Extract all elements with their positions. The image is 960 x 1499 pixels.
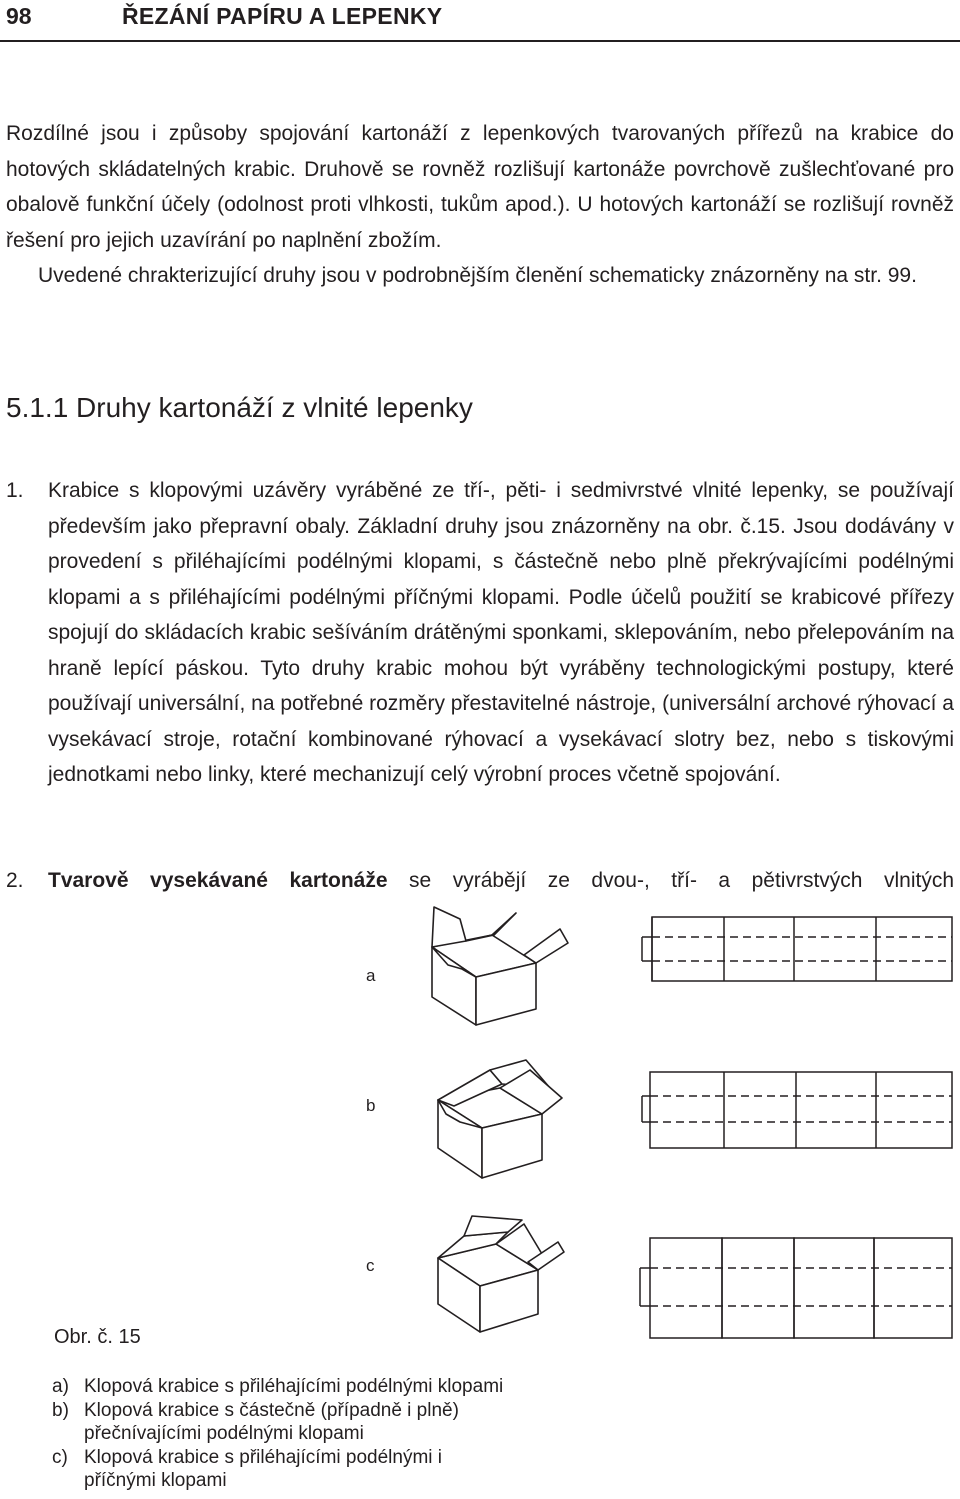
caption-key: b) bbox=[52, 1399, 69, 1421]
caption-key: c) bbox=[52, 1446, 68, 1468]
intro-paragraph-2: Uvedené chrakterizující druhy jsou v podrobnějším členění schematicky znázorněny na str. 99. bbox=[38, 264, 917, 287]
box-illustration-a bbox=[420, 905, 570, 1025]
box-illustration-c bbox=[424, 1214, 574, 1334]
section-title: 5.1.1 Druhy kartonáží z vlnité lepenky bbox=[6, 392, 473, 423]
figure-label-c: c bbox=[366, 1256, 375, 1275]
item-text bbox=[48, 863, 954, 899]
intro-paragraph-1: Rozdílné jsou i způsoby spojování kartonáží z lepenkových tvarovaných přířezů na krabice do hotových skládatelných krabic. Druhově se rovněž rozlišují kartonáže povrchově zušlechťované pro obalově funkční účely (odolnost proti vlhkosti, tukům apod.). U hotových kartonáží se rozlišují rovněž řešení pro jejich uzavírání po naplnění zbožím. bbox=[6, 122, 954, 252]
chapter-title: ŘEZÁNÍ PAPÍRU A LEPENKY bbox=[122, 3, 443, 29]
flat-blank-c bbox=[638, 1236, 956, 1340]
item-number: 1. bbox=[6, 479, 24, 502]
caption-text: Klopová krabice s přiléhajícími podélnými klopami bbox=[84, 1376, 504, 1397]
figure-label-a: a bbox=[366, 966, 376, 985]
caption-text: Klopová krabice s částečně (případně i plně) přečnívajícími podélnými klopami bbox=[84, 1399, 459, 1444]
box-illustration-b bbox=[430, 1058, 580, 1178]
intro-text bbox=[6, 116, 954, 294]
item-text-continuation: se vyrábějí ze dvou-, tří- a pětivrstvých vlnitých bbox=[387, 869, 954, 892]
item-bold-term: Tvarově vysekávané kartonáže bbox=[48, 869, 388, 892]
flat-blank-a bbox=[640, 915, 954, 983]
caption-key: a) bbox=[52, 1376, 69, 1397]
flat-blank-b bbox=[640, 1070, 954, 1150]
item-text: Krabice s klopovými uzávěry vyráběné ze tří-, pěti- i sedmivrstvé vlnité lepenky, se používají především jako přepravní obaly. Základní druhy jsou znázorněny na obr. č.15. Jsou dodávány v provedení s přiléhajícími podélnými klopami, s částečně nebo plně překrývajícími podélnými klopami a s přiléhajícími podélnými příčnými klopami. Podle účelů použití se krabicové přířezy spojují do skládacích krabic sešíváním drátěnými sponkami, sklepováním, nebo přelepováním na hraně lepící páskou. Tyto druhy krabic mohou být vyráběny technologickými postupy, které používají universální, na potřebné rozměry přestavitelné nástroje, (universální archové rýhovací a vysekávací stroje, rotační kombinované rýhovací a vysekávací slotry bez, nebo s tiskovými jednotkami nebo linky, které mechanizují celý výrobní proces včetně spojování. bbox=[48, 479, 954, 786]
figure-number: Obr. č. 15 bbox=[54, 1326, 141, 1348]
caption-text: Klopová krabice s přiléhajícími podélnými i příčnými klopami bbox=[84, 1446, 442, 1491]
caption-item bbox=[52, 1399, 612, 1446]
caption-item bbox=[52, 1375, 612, 1399]
figure-label-b: b bbox=[366, 1096, 376, 1115]
header-divider bbox=[0, 40, 960, 42]
page-number: 98 bbox=[6, 3, 32, 29]
page-header bbox=[0, 0, 960, 34]
caption-item bbox=[52, 1446, 612, 1493]
item-number: 2. bbox=[6, 869, 24, 892]
figure-caption bbox=[52, 1375, 612, 1493]
